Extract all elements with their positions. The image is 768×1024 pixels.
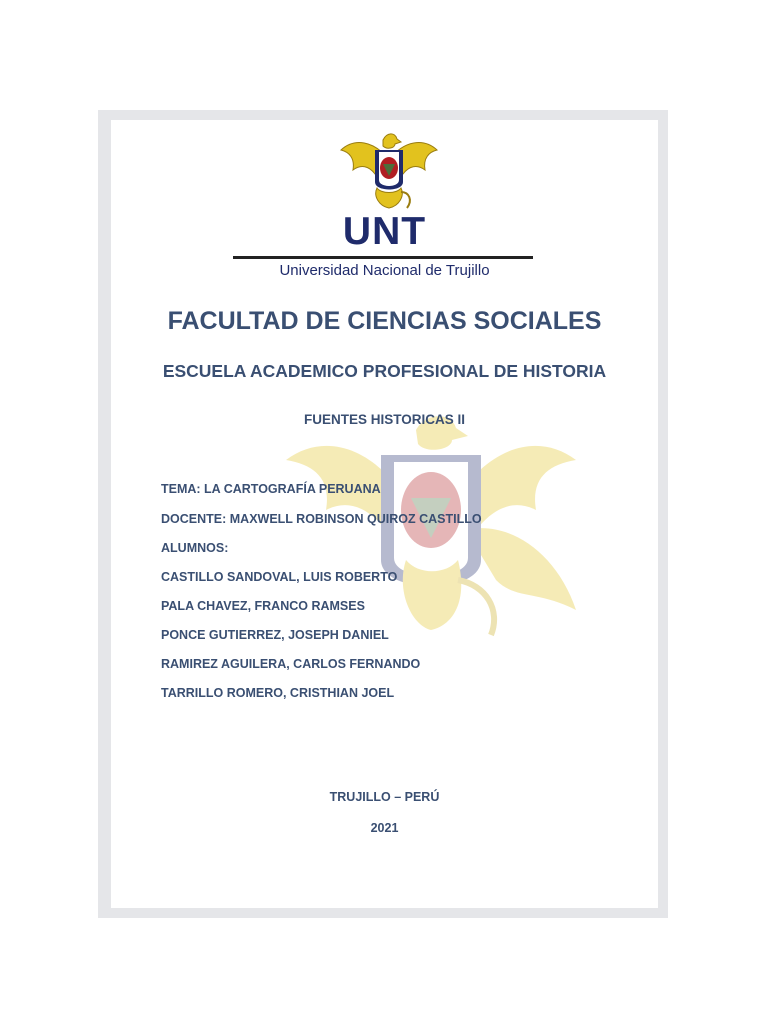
- university-name: Universidad Nacional de Trujillo: [279, 262, 490, 279]
- topic-line: TEMA: LA CARTOGRAFÍA PERUANA: [161, 482, 381, 496]
- teacher-line: DOCENTE: MAXWELL ROBINSON QUIROZ CASTILLO: [161, 512, 482, 526]
- student-name: CASTILLO SANDOVAL, LUIS ROBERTO: [161, 570, 398, 584]
- students-label: ALUMNOS:: [161, 541, 229, 555]
- student-name: PONCE GUTIERREZ, JOSEPH DANIEL: [161, 628, 389, 642]
- faculty-title: FACULTAD DE CIENCIAS SOCIALES: [167, 307, 602, 335]
- year-line: 2021: [370, 821, 399, 835]
- school-title: ESCUELA ACADEMICO PROFESIONAL DE HISTORIA: [162, 361, 607, 381]
- student-name: PALA CHAVEZ, FRANCO RAMSES: [161, 599, 365, 613]
- place-line: TRUJILLO – PERÚ: [329, 790, 440, 804]
- student-name: RAMIREZ AGUILERA, CARLOS FERNANDO: [161, 657, 421, 671]
- university-acronym: UNT: [342, 210, 427, 253]
- student-name: TARRILLO ROMERO, CRISTHIAN JOEL: [161, 686, 395, 700]
- course-title: FUENTES HISTORICAS II: [303, 412, 466, 427]
- eagle-crest-icon: [339, 130, 439, 212]
- document-page: [111, 120, 658, 908]
- document-frame: [98, 110, 668, 918]
- watermark-crest-icon: [286, 410, 576, 650]
- logo-divider: [233, 256, 533, 259]
